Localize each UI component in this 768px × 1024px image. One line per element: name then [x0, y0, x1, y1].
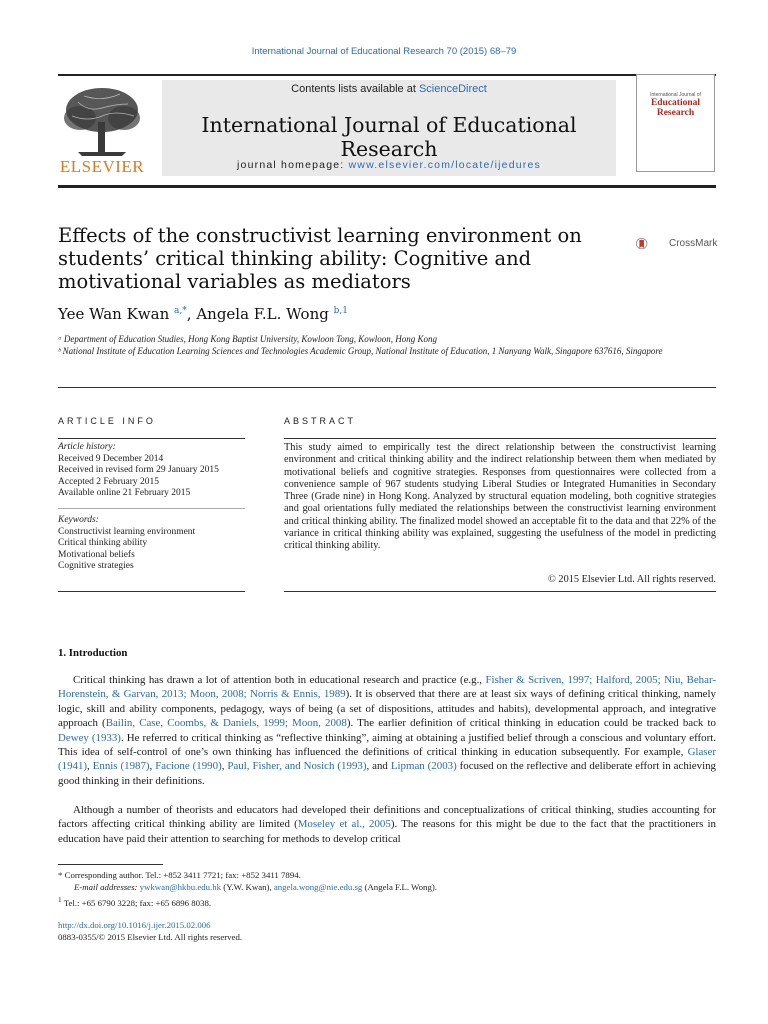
- footnote-text: Corresponding author. Tel.: +852 3411 7721; fax: +852 3411 7894.: [62, 870, 301, 880]
- article-history: [58, 442, 248, 500]
- body-text: . He referred to critical thinking as “reflective thinking”, aiming at obtaining a justified belief through a conscious and voluntary effort. This idea of self-control of one’s own thinking has influenced the definitions of critical thinking in education subsequently. For example,: [58, 731, 716, 759]
- footnote-rule: [58, 864, 163, 865]
- affiliation-a: ᵃ Department of Education Studies, Hong Kong Baptist University, Kowloon Tong, Kowloon, Hong Kong: [58, 334, 438, 344]
- article-title: Effects of the constructivist learning environment on students’ critical thinking ability: Cognitive and motivational variables as mediators: [58, 224, 582, 293]
- citation-link[interactable]: Glaser (1941): [58, 746, 716, 773]
- author-list: [58, 305, 348, 323]
- affiliation-b: ᵇ National Institute of Education Learning Sciences and Technologies Academic Group, National Institute of Education, 1 Nanyang Walk, Singapore 637616, Singapore: [58, 346, 663, 356]
- keyword-item: Constructivist learning environment: [58, 526, 196, 537]
- abstract-rule: [284, 438, 716, 439]
- footnote-tel: [58, 894, 211, 910]
- citation-link[interactable]: Facione (1990): [155, 760, 222, 773]
- author-1: Yee Wan Kwan: [58, 305, 170, 323]
- email-link-wong[interactable]: angela.wong@nie.edu.sg: [273, 882, 363, 892]
- header-rule-bottom: [58, 185, 716, 188]
- author-2-affil-mark[interactable]: b,1: [333, 306, 348, 316]
- section-heading-introduction: 1. Introduction: [58, 647, 128, 659]
- history-received: Received 9 December 2014: [58, 453, 164, 464]
- contents-line: [162, 83, 616, 95]
- sciencedirect-link[interactable]: ScienceDirect: [418, 83, 487, 95]
- history-label: Article history:: [58, 442, 116, 452]
- cover-small-text: International Journal of: [650, 92, 701, 98]
- contents-prefix: Contents lists available at: [291, 83, 419, 95]
- history-online: Available online 21 February 2015: [58, 488, 191, 499]
- body-text: ,: [221, 760, 228, 773]
- email-owner: (Angela F.L. Wong).: [362, 882, 437, 892]
- email-label: E-mail addresses:: [74, 882, 140, 892]
- homepage-line: [162, 159, 616, 171]
- body-text: , and: [366, 760, 391, 773]
- keyword-item: Cognitive strategies: [58, 561, 134, 572]
- intro-paragraph-1: [58, 673, 716, 788]
- citation-link[interactable]: Lipman (2003): [390, 760, 457, 773]
- citation-link[interactable]: Ennis (1987): [92, 760, 150, 773]
- body-text: ). It is observed that there are at least six ways of defining critical thinking, namely logic, skill and ability components, pedagogy, ways of being (a set of dispositions, attitudes and habits), developmental approach, and integrative approach (: [58, 688, 716, 730]
- email-link-kwan[interactable]: ywkwan@hkbu.edu.hk: [139, 882, 222, 892]
- body-text: ,: [87, 760, 93, 773]
- footnote-mark: *: [58, 870, 63, 880]
- crossmark-label[interactable]: CrossMark: [669, 238, 718, 249]
- affiliation-rule: [58, 387, 716, 388]
- author-1-affil-mark[interactable]: a,*: [174, 306, 187, 316]
- citation-link[interactable]: Dewey (1933): [58, 731, 121, 744]
- abstract-text: This study aimed to empirically test the direct relationship between the constructivist learning environment and critical thinking ability and the indirect relationship between them when mediated by motivational beliefs and cognitive strategies. Responses from questionnaires were collected from a convenience sample of 967 students studying Liberal Studies or Integrated Humanities in Secondary Three (Grade nine) in Hong Kong. Analyzed by structural equation modeling, both cognitive strategies and goal orientations fully mediated the relationships between the constructivist learning environment and critical thinking ability. The finalized model showed an acceptable fit to the data and that 22% of the variance in critical thinking ability was explained, suggesting the usefulness of the model in predicting critical thinking ability.: [284, 442, 716, 552]
- footnote-emails: [58, 882, 437, 894]
- body-text: ). The earlier definition of critical thinking in education could be tracked back to: [346, 717, 716, 730]
- body-text: focused on the reflective and deliberate effort in achieving good thinking in their definitions.: [58, 760, 716, 787]
- abstract-end-rule: [284, 591, 716, 592]
- footnote-text: Tel.: +65 6790 3228; fax: +65 6896 8038.: [61, 897, 212, 908]
- elsevier-wordmark: ELSEVIER: [59, 157, 145, 176]
- history-revised: Received in revised form 29 January 2015: [58, 465, 219, 476]
- info-end-rule: [58, 591, 245, 592]
- history-accepted: Accepted 2 February 2015: [58, 476, 160, 487]
- journal-title: International Journal of Educational Research: [201, 113, 577, 161]
- journal-cover-thumbnail[interactable]: [636, 74, 715, 172]
- body-text: Critical thinking has drawn a lot of attention both in educational research and practice (e.g.,: [73, 674, 486, 686]
- keywords-label: Keywords:: [58, 515, 99, 525]
- article-info-heading: ARTICLE INFO: [58, 416, 156, 426]
- author-separator: ,: [186, 305, 197, 323]
- body-text: Although a number of theorists and educators had developed their definitions and conceptualizations of critical thinking, studies accounting for factors affecting critical thinking ability are limited (: [58, 804, 716, 831]
- body-text: ). The reasons for this might be due to the fact that the practitioners in education have paid their attention to searching for methods to develop critical: [58, 818, 716, 845]
- citation-link[interactable]: Paul, Fisher, and Nosich (1993): [227, 760, 367, 773]
- issn-line: 0883-0355/© 2015 Elsevier Ltd. All rights reserved.: [58, 932, 243, 942]
- email-owner: (Y.W. Kwan),: [221, 882, 274, 892]
- footnote-mark: 1: [58, 895, 62, 904]
- crossmark-icon[interactable]: [636, 227, 670, 261]
- doi-link[interactable]: http://dx.doi.org/10.1016/j.ijer.2015.02.006: [58, 920, 211, 930]
- footnote-corresponding-author: [58, 870, 301, 882]
- keyword-item: Motivational beliefs: [58, 549, 135, 560]
- citation-link[interactable]: Moseley et al., 2005: [297, 818, 391, 831]
- info-rule: [58, 438, 245, 439]
- intro-paragraph-2: [58, 803, 716, 846]
- abstract-copyright: © 2015 Elsevier Ltd. All rights reserved.: [548, 574, 716, 585]
- body-text: ,: [149, 760, 156, 773]
- homepage-prefix: journal homepage:: [237, 159, 349, 171]
- journal-homepage-link[interactable]: www.elsevier.com/locate/ijedures: [348, 159, 541, 171]
- author-2: Angela F.L. Wong: [196, 305, 329, 323]
- info-divider: [58, 508, 245, 509]
- citation-link[interactable]: Bailin, Case, Coombs, & Daniels, 1999; Moon, 2008: [105, 717, 347, 730]
- header-rule-top: [58, 74, 716, 76]
- abstract-heading: ABSTRACT: [284, 416, 357, 426]
- citation-link[interactable]: Fisher & Scriven, 1997; Halford, 2005; Niu, Behar-Horenstein, & Garvan, 2013; Moon, 2008; Norris & Ennis, 1989: [58, 674, 716, 701]
- cover-title: Educational Research: [650, 98, 701, 118]
- keywords-list: [58, 515, 248, 573]
- keyword-item: Critical thinking ability: [58, 538, 148, 549]
- journal-citation[interactable]: International Journal of Educational Research 70 (2015) 68–79: [251, 46, 517, 57]
